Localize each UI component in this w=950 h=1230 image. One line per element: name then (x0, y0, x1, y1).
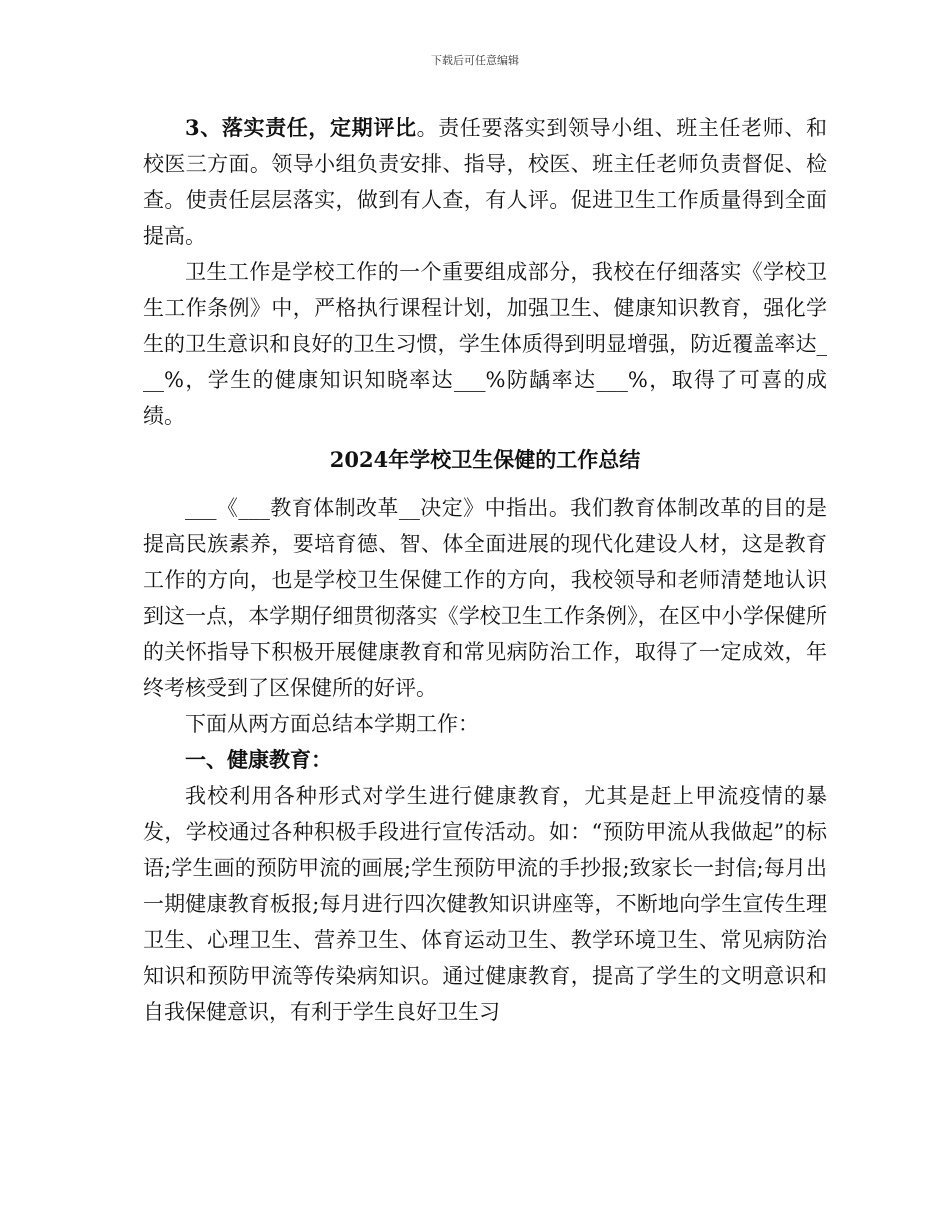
document-body (143, 110, 827, 1030)
heading-separator: 。 (416, 116, 439, 140)
paragraph-education-reform: ___《___教育体制改革__决定》中指出。我们教育体制改革的目的是提高民族素养，要培育德、智、体全面进展的现代化建设人材，这是教育工作的方向，也是学校卫生保健工作的方向，我校领导和老师清楚地认识到这一点，本学期仔细贯彻落实《学校卫生工作条例》，在区中小学保健所的关怀指导下积极开展健康教育和常见病防治工作，取得了一定成效，年终考核受到了区保健所的好评。 (143, 496, 827, 700)
paragraph-hygiene-summary: 卫生工作是学校工作的一个重要组成部分，我校在仔细落实《学校卫生工作条例》中，严格执行课程计划，加强卫生、健康知识教育，强化学生的卫生意识和良好的卫生习惯，学生体质得到明显增强，防近覆盖率达___%，学生的健康知识知晓率达___%防龋率达___%，取得了可喜的成绩。 (143, 260, 827, 428)
section-title: 2024年学校卫生保健的工作总结 (329, 447, 641, 472)
paragraph-body: 责任要落实到领导小组、班主任老师、和校医三方面。领导小组负责安排、指导，校医、班主任老师负责督促、检查。使责任层层落实，做到有人查，有人评。促进卫生工作质量得到全面提高。 (143, 116, 828, 248)
subheading-health-education: 一、健康教育： (185, 747, 332, 772)
page-header-note: 下载后可任意编辑 (431, 54, 519, 67)
paragraph-two-aspects: 下面从两方面总结本学期工作： (185, 712, 479, 736)
paragraph-heading-bold: 3、落实责任，定期评比 (185, 115, 417, 140)
paragraph-health-education: 我校利用各种形式对学生进行健康教育，尤其是赶上甲流疫情的暴发，学校通过各种积极手段进行宣传活动。如：“预防甲流从我做起”的标语;学生画的预防甲流的画展;学生预防甲流的手抄报;致家长一封信;每月出一期健康教育板报;每月进行四次健教知识讲座等，不断地向学生宣传生理卫生、心理卫生、营养卫生、体育运动卫生、教学环境卫生、常见病防治知识和预防甲流等传染病知识。通过健康教育，提高了学生的文明意识和自我保健意识，有利于学生良好卫生习 (143, 784, 827, 1024)
paragraph-responsibility (143, 110, 827, 254)
